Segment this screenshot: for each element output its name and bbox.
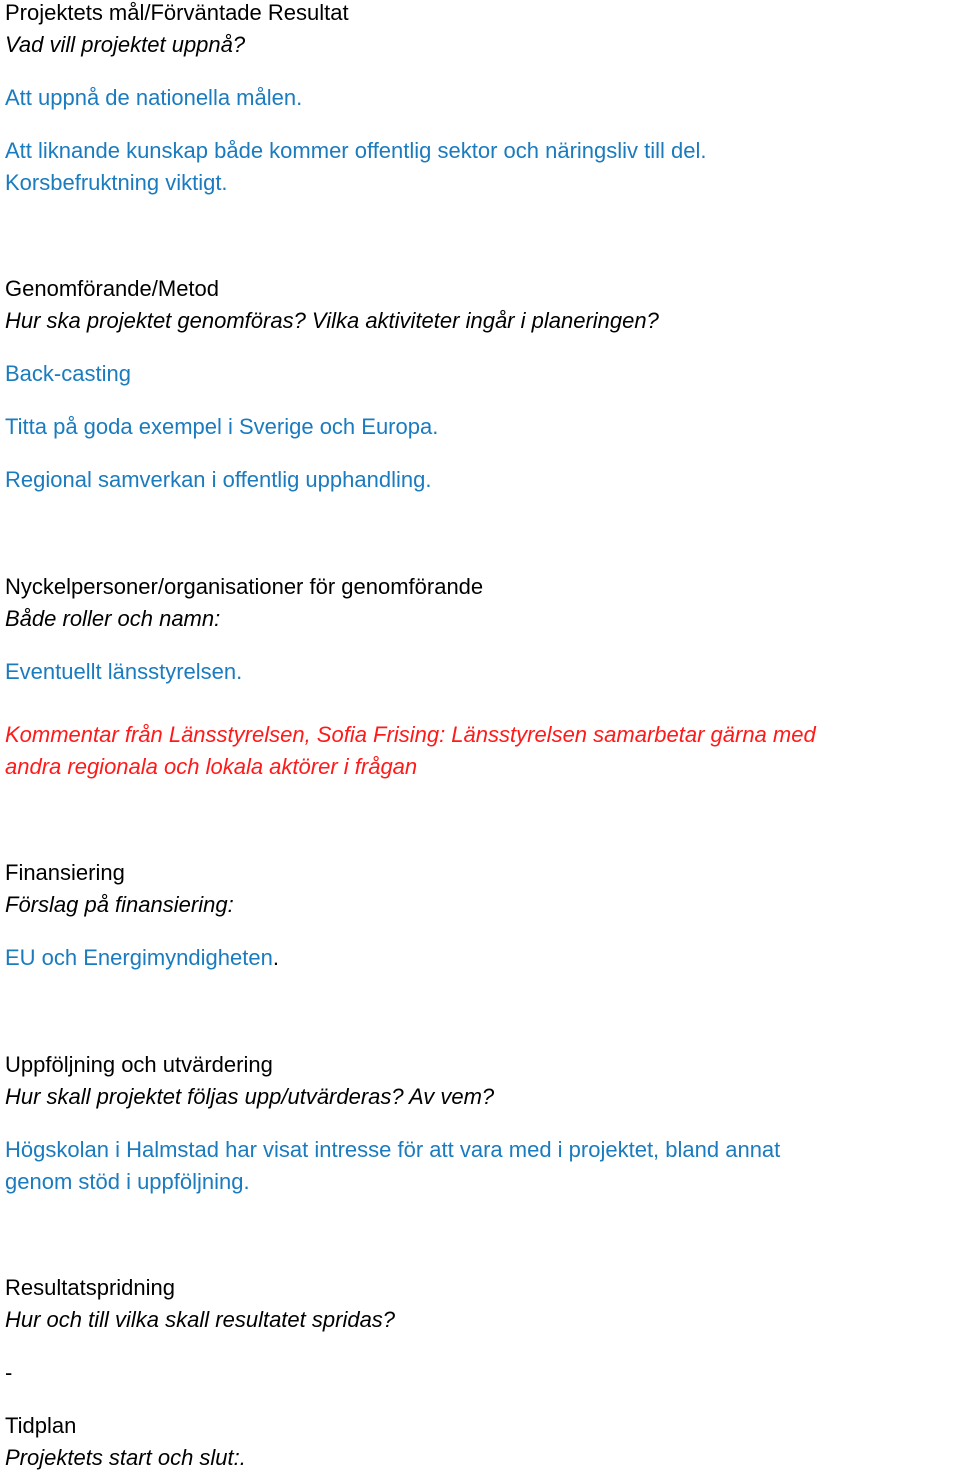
section-question-timeline: Projektets start och slut:.: [5, 1445, 246, 1470]
section-answer-followup-1: Högskolan i Halmstad har visat intresse för att vara med i projektet, bland annat: [5, 1137, 781, 1162]
section-answer-goals-1: Att uppnå de nationella målen.: [5, 85, 303, 110]
section-heading-key-people: Nyckelpersoner/organisationer för genomförande: [5, 574, 484, 599]
section-answer-goals-2b: Korsbefruktning viktigt.: [5, 170, 228, 195]
section-question-followup: Hur skall projektet följas upp/utvärderas? Av vem?: [5, 1084, 495, 1109]
funding-answer-text: EU och Energimyndigheten: [5, 945, 273, 970]
section-heading-method: Genomförande/Metod: [5, 276, 220, 301]
section-question-dissemination: Hur och till vilka skall resultatet spridas?: [5, 1307, 396, 1332]
funding-answer-period: .: [272, 945, 279, 970]
section-answer-dissemination: -: [5, 1360, 13, 1385]
section-answer-method-2: Titta på goda exempel i Sverige och Europa.: [5, 414, 439, 439]
section-answer-method-1: Back-casting: [5, 361, 131, 386]
section-heading-timeline: Tidplan: [5, 1413, 77, 1438]
section-answer-funding: [5, 945, 279, 971]
comment-lansstyrelsen-2: andra regionala och lokala aktörer i frågan: [5, 754, 418, 779]
section-question-goals: Vad vill projektet uppnå?: [5, 32, 246, 57]
section-question-funding: Förslag på finansiering:: [5, 892, 234, 917]
section-answer-key-people: Eventuellt länsstyrelsen.: [5, 659, 243, 684]
section-heading-goals: Projektets mål/Förväntade Resultat: [5, 0, 349, 25]
section-answer-followup-2: genom stöd i uppföljning.: [5, 1169, 250, 1194]
section-question-method: Hur ska projektet genomföras? Vilka aktiviteter ingår i planeringen?: [5, 308, 659, 333]
section-answer-goals-2a: Att liknande kunskap både kommer offentlig sektor och näringsliv till del.: [5, 138, 707, 163]
section-heading-followup: Uppföljning och utvärdering: [5, 1052, 273, 1077]
section-question-key-people: Både roller och namn:: [5, 606, 221, 631]
section-answer-method-3: Regional samverkan i offentlig upphandling.: [5, 467, 432, 492]
comment-lansstyrelsen-1: Kommentar från Länsstyrelsen, Sofia Frising: Länsstyrelsen samarbetar gärna med: [5, 722, 816, 747]
section-heading-funding: Finansiering: [5, 860, 125, 885]
section-heading-dissemination: Resultatspridning: [5, 1275, 175, 1300]
